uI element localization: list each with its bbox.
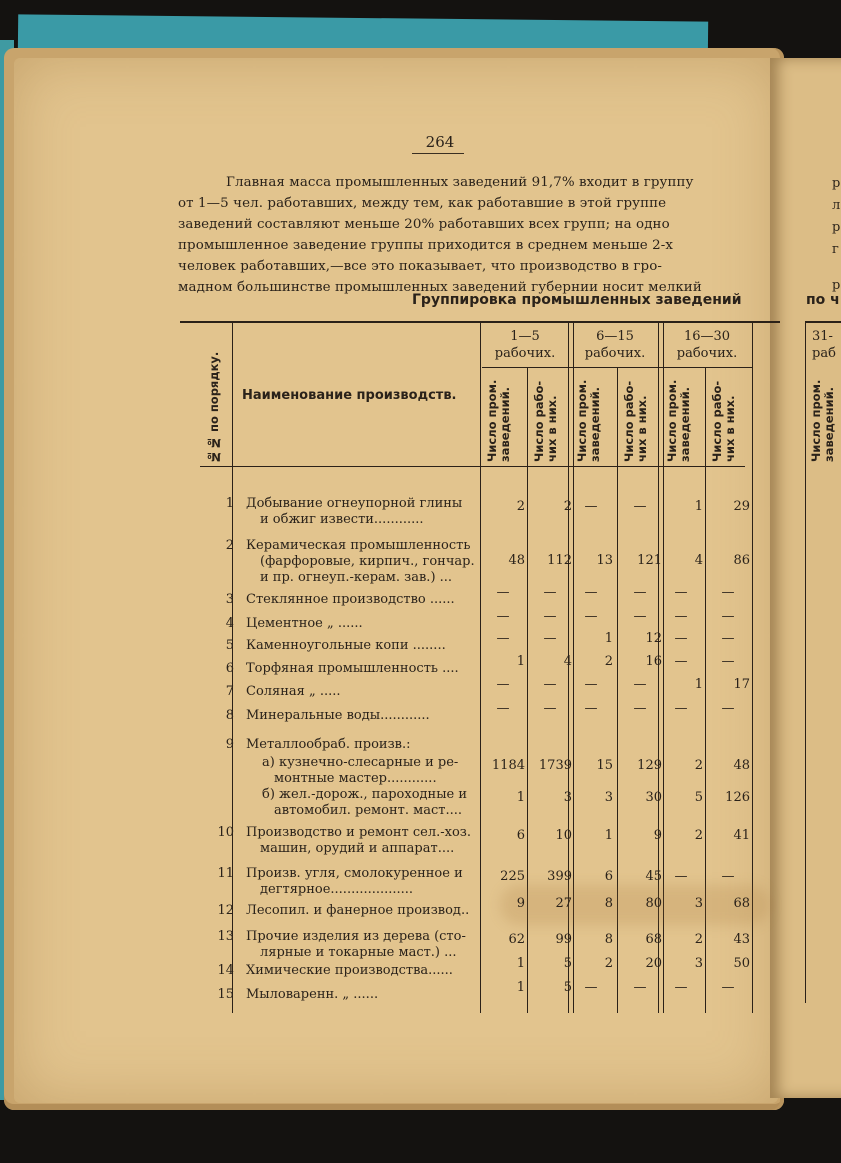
value-cell: 4 <box>694 553 703 568</box>
empty-cell: — <box>543 677 557 692</box>
row-number: 14 <box>217 963 234 978</box>
row-name: Мыловаренн. „ ...... <box>246 987 379 1002</box>
value-cell: 99 <box>555 932 572 947</box>
table-top-rule-next <box>805 321 841 323</box>
empty-cell: — <box>633 980 647 995</box>
number-column-header: №№ по порядку. <box>207 351 221 464</box>
value-cell: 6 <box>516 828 525 843</box>
empty-cell: — <box>674 631 688 646</box>
value-cell: 5 <box>563 956 572 971</box>
table-title-continued: по ч <box>806 292 840 308</box>
value-cell: 17 <box>733 677 750 692</box>
row-number: 2 <box>225 538 234 553</box>
empty-cell: — <box>721 609 735 624</box>
value-cell: 45 <box>645 869 662 884</box>
empty-cell: — <box>633 585 647 600</box>
table-title: Группировка промышленных заведений <box>412 292 742 308</box>
row-number: 6 <box>225 661 234 676</box>
page-number: 264 <box>425 133 455 151</box>
intro-line: от 1—5 чел. работавших, между тем, как работавшие в этой группе <box>178 196 667 211</box>
value-cell: 9 <box>653 828 662 843</box>
row-name: Керамическая промышленность (фарфоровые, кирпич., гончар. и пр. огнеуп.-керам. зав.) ... <box>246 538 475 585</box>
next-page-fragment: л <box>832 198 841 213</box>
row-name: а) кузнечно-слесарные и ре- монтные мастер............ <box>262 755 459 786</box>
intro-line: промышленное заведение группы приходится в среднем меньше 2-х <box>178 238 674 253</box>
intro-line: заведений составляют меньше 20% работавших всех групп; на одно <box>178 217 670 232</box>
empty-cell: — <box>721 701 735 716</box>
group-unit: рабочих. <box>494 346 556 361</box>
value-cell: 1 <box>516 980 525 995</box>
group-range: 6—15 <box>596 329 634 344</box>
next-page-fragment: р <box>832 176 841 191</box>
value-cell: 10 <box>555 828 572 843</box>
value-cell: 1 <box>604 828 613 843</box>
value-cell: 2 <box>694 758 703 773</box>
group-header-31 <box>812 328 841 362</box>
empty-cell: — <box>633 701 647 716</box>
empty-cell: — <box>674 609 688 624</box>
est-count-header: Число пром. заведений. <box>809 379 836 462</box>
row-name: Каменноугольные копи ........ <box>246 638 446 653</box>
empty-cell: — <box>674 654 688 669</box>
value-cell: 1 <box>516 790 525 805</box>
empty-cell: — <box>543 609 557 624</box>
value-cell: 2 <box>604 956 613 971</box>
value-cell: 27 <box>555 896 572 911</box>
value-cell: 1 <box>694 677 703 692</box>
value-cell: 8 <box>604 896 613 911</box>
row-number: 12 <box>217 903 234 918</box>
row-number: 9 <box>225 737 234 752</box>
row-name: Лесопил. и фанерное производ.. <box>246 903 470 918</box>
group-rule <box>482 367 752 368</box>
value-cell: 5 <box>694 790 703 805</box>
empty-cell: — <box>633 677 647 692</box>
row-number: 4 <box>225 616 234 631</box>
value-cell: 399 <box>547 869 572 884</box>
row-number: 13 <box>217 929 234 944</box>
empty-cell: — <box>721 654 735 669</box>
value-cell: 1 <box>604 631 613 646</box>
value-cell: 2 <box>694 932 703 947</box>
value-cell: 3 <box>694 896 703 911</box>
value-cell: 62 <box>508 932 525 947</box>
value-cell: 8 <box>604 932 613 947</box>
group-header-16-30 <box>662 328 752 362</box>
value-cell: 112 <box>547 553 572 568</box>
value-cell: 48 <box>508 553 525 568</box>
value-cell: 12 <box>645 631 662 646</box>
empty-cell: — <box>721 631 735 646</box>
value-cell: 1 <box>694 499 703 514</box>
value-cell: 16 <box>645 654 662 669</box>
row-name: Произв. угля, смолокуренное и дегтярное.................... <box>246 866 463 897</box>
value-cell: 6 <box>604 869 613 884</box>
value-cell: 2 <box>516 499 525 514</box>
value-cell: 121 <box>637 553 662 568</box>
group-header-6-15 <box>572 328 658 362</box>
row-name: Минеральные воды............ <box>246 708 430 723</box>
worker-count-header: Число рабо- чих в них. <box>622 380 649 462</box>
row-name: Химические производства...... <box>246 963 453 978</box>
group-unit: раб <box>812 346 836 361</box>
intro-line: мадном большинстве промышленных заведений губернии носит мелкий <box>178 280 702 295</box>
value-cell: 2 <box>563 499 572 514</box>
value-cell: 68 <box>645 932 662 947</box>
row-name: Стеклянное производство ...... <box>246 592 455 607</box>
worker-count-header: Число рабо- чих в них. <box>532 380 559 462</box>
empty-cell: — <box>496 677 510 692</box>
empty-cell: — <box>584 677 598 692</box>
value-cell: 43 <box>733 932 750 947</box>
value-cell: 86 <box>733 553 750 568</box>
value-cell: 3 <box>694 956 703 971</box>
value-cell: 3 <box>563 790 572 805</box>
value-cell: 126 <box>725 790 750 805</box>
empty-cell: — <box>584 701 598 716</box>
group-range: 1—5 <box>510 329 540 344</box>
empty-cell: — <box>543 631 557 646</box>
row-name: Соляная „ ..... <box>246 684 341 699</box>
empty-cell: — <box>674 585 688 600</box>
empty-cell: — <box>496 609 510 624</box>
value-cell: 2 <box>694 828 703 843</box>
empty-cell: — <box>584 609 598 624</box>
value-cell: 1 <box>516 956 525 971</box>
row-name: Прочие изделия из дерева (сто- лярные и токарные маст.) ... <box>246 929 466 960</box>
row-number: 1 <box>225 496 234 511</box>
group-range: 16—30 <box>683 329 731 344</box>
row-number: 10 <box>217 825 234 840</box>
next-page-fragment: г <box>832 242 839 257</box>
value-cell: 1 <box>516 654 525 669</box>
next-page-fragment: р <box>832 278 841 293</box>
empty-cell: — <box>721 585 735 600</box>
value-cell: 129 <box>637 758 662 773</box>
value-cell: 1184 <box>491 758 525 773</box>
value-cell: 29 <box>733 499 750 514</box>
est-count-header: Число пром. заведений. <box>575 379 602 462</box>
empty-cell: — <box>674 980 688 995</box>
value-cell: 80 <box>645 896 662 911</box>
row-number: 8 <box>225 708 234 723</box>
intro-line: человек работавших,—все это показывает, что производство в гро- <box>178 259 662 274</box>
group-header-1-5 <box>482 328 568 362</box>
empty-cell: — <box>674 869 688 884</box>
empty-cell: — <box>584 585 598 600</box>
empty-cell: — <box>674 701 688 716</box>
worker-count-header: Число рабо- чих в них. <box>710 380 737 462</box>
empty-cell: — <box>721 869 735 884</box>
value-cell: 20 <box>645 956 662 971</box>
value-cell: 5 <box>563 980 572 995</box>
col-divider <box>805 323 806 1003</box>
row-number: 5 <box>225 638 234 653</box>
value-cell: 3 <box>604 790 613 805</box>
value-cell: 2 <box>604 654 613 669</box>
row-name: б) жел.-дорож., пароходные и автомобил. ремонт. маст.... <box>262 787 468 818</box>
group-unit: рабочих. <box>676 346 738 361</box>
empty-cell: — <box>633 499 647 514</box>
empty-cell: — <box>496 585 510 600</box>
row-number: 3 <box>225 592 234 607</box>
value-cell: 225 <box>500 869 525 884</box>
value-cell: 48 <box>733 758 750 773</box>
row-name: Производство и ремонт сел.-хоз. машин, орудий и аппарат.... <box>246 825 472 856</box>
row-number: 15 <box>217 987 234 1002</box>
row-name: Торфяная промышленность .... <box>246 661 459 676</box>
intro-line: Главная масса промышленных заведений 91,7% входит в группу <box>226 175 694 190</box>
est-count-header: Число пром. заведений. <box>485 379 512 462</box>
next-page-fragment: р <box>832 220 841 235</box>
empty-cell: — <box>496 631 510 646</box>
group-range: 31- <box>812 329 833 344</box>
value-cell: 68 <box>733 896 750 911</box>
empty-cell: — <box>543 585 557 600</box>
empty-cell: — <box>543 701 557 716</box>
value-cell: 9 <box>516 896 525 911</box>
row-number: 11 <box>217 866 234 881</box>
group-unit: рабочих. <box>584 346 646 361</box>
empty-cell: — <box>721 980 735 995</box>
name-column-header: Наименование производств. <box>242 388 457 403</box>
empty-cell: — <box>633 609 647 624</box>
value-cell: 4 <box>563 654 572 669</box>
value-cell: 13 <box>596 553 613 568</box>
value-cell: 50 <box>733 956 750 971</box>
value-cell: 30 <box>645 790 662 805</box>
value-cell: 1739 <box>538 758 572 773</box>
empty-cell: — <box>496 701 510 716</box>
value-cell: 41 <box>733 828 750 843</box>
value-cell: 15 <box>596 758 613 773</box>
empty-cell: — <box>584 980 598 995</box>
empty-cell: — <box>584 499 598 514</box>
est-count-header: Число пром. заведений. <box>665 379 692 462</box>
row-number: 7 <box>225 684 234 699</box>
row-name: Металлообраб. произв.: <box>246 737 411 752</box>
row-name: Добывание огнеупорной глины и обжиг извести............ <box>246 496 463 527</box>
row-name: Цементное „ ...... <box>246 616 363 631</box>
